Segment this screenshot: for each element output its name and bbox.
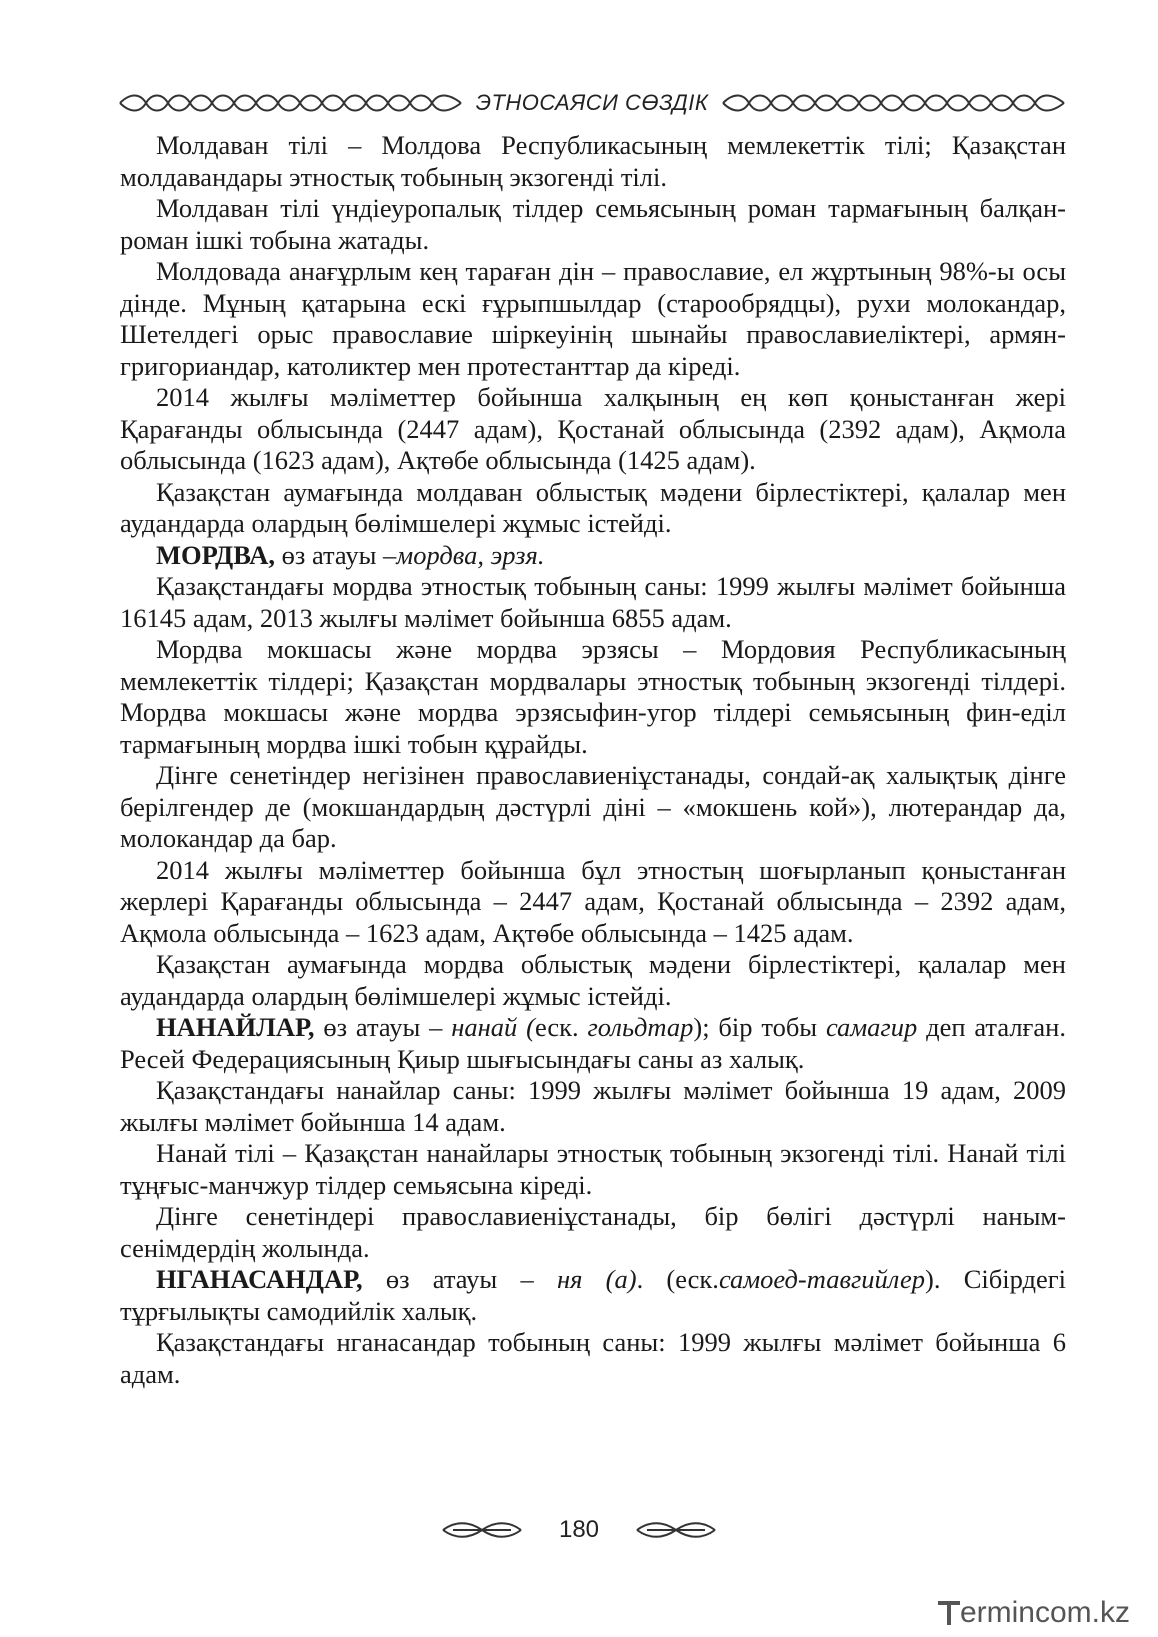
entry-text: ); бір тобы [693,1012,826,1042]
entry-group-name: самагир [825,1012,918,1042]
paragraph: Қазақстандағы нганасандар тобының саны: 1999 жылғы мәлімет бойынша 6 адам. [120,1327,1066,1389]
entry-text: өз атауы – [274,539,397,570]
entry-text: еск. [534,1012,588,1042]
entry-native-name: мордва, эрзя. [396,539,545,570]
footer-ornament-right-icon [633,1519,719,1541]
watermark-domain: m.kz [1066,1596,1130,1629]
paragraph: 2014 жылғы мәліметтер бойынша бұл этностың шоғырланып қоныстанған жерлері Қарағанды облысында – 2447 адам, Қостанай облысында – 2392 адам, Ақмола облысында – 1623 адам, Ақтөбе облысында – 1425 адам. [120,854,1066,948]
entry-heading-mordva [120,540,1066,572]
entry-heading-nanai [120,1012,1066,1075]
ornament-left-icon [118,92,463,114]
page-number: 180 [558,1516,600,1543]
paragraph: Қазақстан аумағында мордва облыстық мәдени бірлестіктері, қалалар мен аудандарда олардың бөлімшелері жұмыс істейді. [120,949,1066,1011]
header-title: ЭТНОСАЯСИ СӨЗДІК [475,90,709,115]
entry-text: өз атауы – [362,1264,557,1294]
paragraph: Қазақстан аумағында молдаван облыстық мәдени бірлестіктері, қалалар мен аудандарда олардың бөлімшелері жұмыс істейді. [120,476,1066,538]
page-content [120,130,1066,1390]
footer-ornament-left-icon [439,1519,525,1541]
paragraph: Мордва мокшасы және мордва эрзясы – Мордовия Республикасының мемлекеттік тілдері; Қазақстан мордвалары этностық тобының экзогенді тілдері. Мордва мокшасы және мордва эрзясыфин-угор тілдері семьясының фин-еділ тармағының мордва ішкі тобын құрайды. [120,634,1066,759]
entry-text: өз атауы – [314,1012,452,1042]
watermark-t-icon [938,1599,960,1627]
watermark-text: ermincо [959,1596,1067,1629]
entry-old-name: самоед-тавгийлер [718,1264,926,1294]
entry-term: МОРДВА, [156,539,275,570]
paragraph: Нанай тілі – Қазақстан нанайлары этностық тобының экзогенді тілі. Нанай тілі тұңғыс-манчжур тілдер семьясына кіреді. [120,1138,1066,1200]
running-header [118,86,1066,120]
entry-old-name: гольдтар [587,1012,694,1042]
entry-term: НГАНАСАНДАР, [156,1264,363,1294]
entry-native-name: нанай ( [451,1012,535,1042]
paragraph: Молдаван тілі үндіеуропалық тілдер семьясының роман тармағының балқан-роман ішкі тобына жатады. [120,193,1066,255]
paragraph: Дінге сенетіндер негізінен православиеніұстанады, сондай-ақ халықтық дінге берілгендер де (мокшандардың дәстүрлі діні – «мокшень кой»), лютерандар да, молокандар да бар. [120,760,1066,853]
entry-heading-nganasan [120,1264,1066,1327]
paragraph: 2014 жылғы мәліметтер бойынша халқының ең көп қоныстанған жері Қарағанды облысында (2447 адам), Қостанай облысында (2392 адам), Ақмола облысында (1623 адам), Ақтөбе облысында (1425 адам). [120,382,1066,475]
paragraph: Молдовада анағұрлым кең тараған дін – православие, ел жұртының 98%-ы осы дінде. Мұның қатарына ескі ғұрыпшылдар (старообрядцы), рухи молокандар, Шетелдегі орыс православие шіркеуінің шынайы православиеліктері, армян-григориандар, католиктер мен протестанттар да кіреді. [120,256,1066,381]
paragraph: Қазақстандағы нанайлар саны: 1999 жылғы мәлімет бойынша 19 адам, 2009 жылғы мәлімет бойынша 14 адам. [120,1075,1066,1137]
paragraph: Қазақстандағы мордва этностық тобының саны: 1999 жылғы мәлімет бойынша 16145 адам, 2013 жылғы мәлімет бойынша 6855 адам. [120,571,1066,633]
entry-native-name: ня (а) [556,1264,637,1294]
entry-text: . (еск. [636,1264,719,1294]
page-footer [0,1510,1158,1550]
entry-text: ). Сібірдегі тұрғылықты самодийлік халық. [120,1264,1066,1326]
ornament-right-icon [721,92,1066,114]
paragraph: Молдаван тілі – Молдова Республикасының мемлекеттік тілі; Қазақстан молдавандары этностық тобының экзогенді тілі. [120,130,1066,192]
site-watermark [938,1595,1130,1631]
entry-term: НАНАЙЛАР, [156,1012,315,1042]
paragraph: Дінге сенетіндері православиеніұстанады, бір бөлігі дәстүрлі наным-сенімдердің жолында. [120,1201,1066,1263]
entry-text: деп аталған. Ресей Федерациясының Қиыр шығысындағы саны аз халық. [120,1012,1066,1074]
